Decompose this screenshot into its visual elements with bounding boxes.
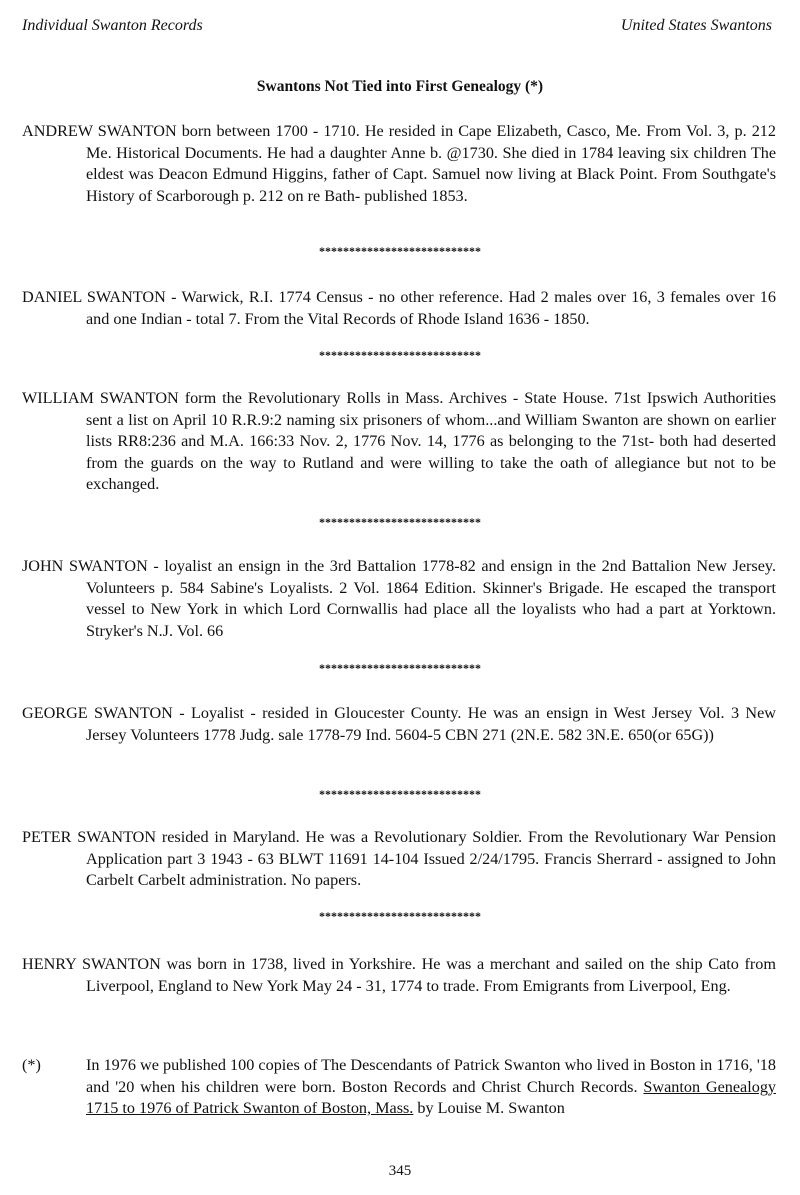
entry-peter-swanton: PETER SWANTON resided in Maryland. He was a Revolutionary Soldier. From the Revolutionary War Pension Application part 3 1943 - 63 BLWT 11691 14-104 Issued 2/24/1795. Francis Sherrard - assigned to John Carbelt Carbelt administration. No papers. — [22, 828, 776, 889]
entry-andrew-swanton: ANDREW SWANTON born between 1700 - 1710. He resided in Cape Elizabeth, Casco, Me. From Vol. 3, p. 212 Me. Historical Documents. He had a daughter Anne b. @1730. She died in 1784 leaving six children The eldest was Deacon Edmund Higgins, father of Capt. Samuel now living at Black Point. From Southgate's History of Scarborough p. 212 on re Bath- published 1853. — [22, 122, 776, 205]
entry-henry-swanton: HENRY SWANTON was born in 1738, lived in Yorkshire. He was a merchant and sailed on the ship Cato from Liverpool, England to New York May 24 - 31, 1774 to trade. From Emigrants from Liverpool, Eng. — [22, 955, 776, 995]
entry-daniel-swanton: DANIEL SWANTON - Warwick, R.I. 1774 Census - no other reference. Had 2 males over 16, 3 females over 16 and one Indian - total 7. From the Vital Records of Rhode Island 1636 - 1850. — [22, 288, 776, 328]
footnote-text — [86, 1055, 776, 1120]
entry-john-swanton: JOHN SWANTON - loyalist an ensign in the 3rd Battalion 1778-82 and ensign in the 2nd Battalion New Jersey. Volunteers p. 584 Sabine's Loyalists. 2 Vol. 1864 Edition. Skinner's Brigade. He escaped the transport vessel to New York in which Lord Cornwallis had place all the loyalists who had a part at Yorktown. Stryker's N.J. Vol. 66 — [22, 557, 776, 640]
entry-william-swanton: WILLIAM SWANTON form the Revolutionary Rolls in Mass. Archives - State House. 71st Ipswich Authorities sent a list on April 10 R.R.9:2 naming six prisoners of whom...and William Swanton are shown on earlier lists RR8:236 and M.A. 166:33 Nov. 2, 1776 Nov. 14, 1776 as belonging to the 71st- both had deserted from the guards on the way to Rutland and were willing to take the oath of allegiance but not to be exchanged. — [22, 389, 776, 493]
separator: *************************** — [319, 348, 481, 362]
footnote-byline: by Louise M. Swanton — [413, 1099, 565, 1117]
footnote-book-title: Swanton Genealogy 1715 to 1976 of Patrick Swanton of Boston, Mass. — [86, 1077, 777, 1117]
section-title: Swantons Not Tied into First Genealogy (*) — [256, 78, 544, 95]
separator: *************************** — [319, 244, 481, 258]
footnote-body: In 1976 we published 100 copies of The Descendants of Patrick Swanton who lived in Boston in 1716, '18 and '20 when his children were born. Boston Records and Christ Church Records. — [86, 1056, 776, 1096]
entry-george-swanton: GEORGE SWANTON - Loyalist - resided in Gloucester County. He was an ensign in West Jersey Vol. 3 New Jersey Volunteers 1778 Judg. sale 1778-79 Ind. 5604-5 CBN 271 (2N.E. 582 3N.E. 650(or 65G)) — [22, 704, 776, 744]
separator: *************************** — [319, 787, 481, 801]
separator: *************************** — [319, 515, 481, 529]
running-header-right: United States Swantons — [620, 17, 772, 34]
running-header-left: Individual Swanton Records — [22, 17, 203, 34]
separator: *************************** — [319, 661, 481, 675]
footnote-marker: (*) — [22, 1056, 41, 1074]
page-number: 345 — [388, 1163, 412, 1179]
separator: *************************** — [319, 909, 481, 923]
